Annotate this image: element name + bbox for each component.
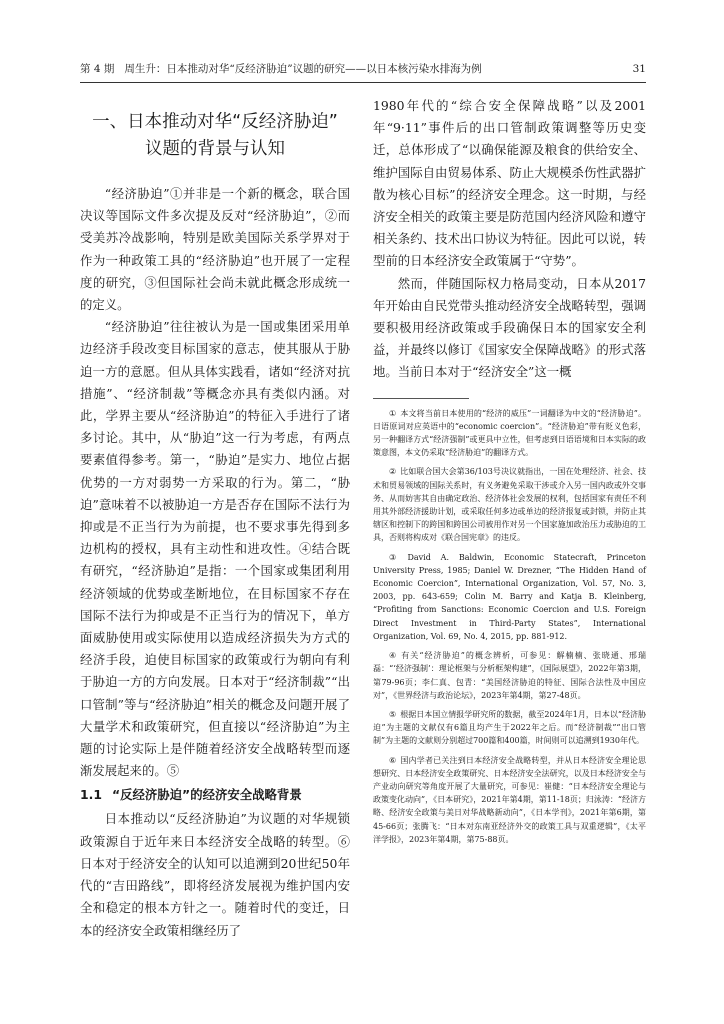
footnote (373, 754, 646, 846)
footnote-text: David A. Baldwin, Economic Statecraft, Princeton University Press, 1985; Daniel W. Drezner, “The Hidden Hand of Economic Coercion”, International Organization, Vol. 57, No. 3, 2003, pp. 643-659; Colin M. Barry and Katja B. Kleinberg, “Profiting from Sanctions: Economic Coercion and U.S. Foreign Direct Investment in Third-Party States”, International Organization, Vol. 69, No. 4, 2015, pp. 881-912. (373, 552, 647, 641)
section-title (80, 109, 350, 163)
footnote-mark: ① (389, 408, 397, 418)
footnote-mark: ④ (389, 651, 398, 661)
subsection-heading (80, 784, 350, 806)
page-number: 31 (632, 63, 646, 75)
footnote-mark: ③ (389, 552, 404, 562)
footnote-text: 有关“经济胁迫”的概念辨析，可参见：解楠楠、张晓通、邢瑞磊：“‘经济强制’：理论框架与分析框架构建”，《国际展望》，2022年第3期，第79-96页；李仁真、包青：“美国经济胁迫的特征、国际合法性及中国应对”，《世界经济与政治论坛》，2023年第4期，第27-48页。 (373, 651, 646, 700)
issue-label: 第 4 期 (80, 63, 115, 75)
footnote-mark: ② (389, 467, 397, 477)
subsection-title: “反经济胁迫”的经济安全战略背景 (111, 787, 302, 803)
left-column (80, 95, 350, 942)
footnote-mark: ⑤ (389, 709, 397, 719)
footnote-text: 比如联合国大会第36/103号决议就指出，一国在处理经济、社会、技术和贸易领域的国际关系时，有义务避免采取干涉或介入另一国内政或外交事务、从而妨害其自由确定政治、经济体社会发展的权利，包括国家有责任不利用其外部经济援助计划，或采取任何多边或单边的经济报复或封锁，并防止其辖区和控制下的跨国和跨国公司被用作对另一个国家施加政治压力或胁迫的工具，否则将构成对《联合国宪章》的违反。 (373, 467, 646, 543)
right-column (373, 95, 646, 852)
section-title-line1: 一、日本推动对华“反经济胁迫” (92, 112, 338, 132)
footnote (373, 551, 646, 643)
footnote-text: 国内学者已关注到日本经济安全战略转型，并从日本经济安全理论思想研究、日本经济安全政策研究、日本经济安全法研究，以及日本经济安全与产业动向研究等角度开展了大量研究，可参见：崔健：“日本经济安全理论与政策变化动向”，《日本研究》，2021年第4期，第11-18页；归泳涛：“经济方略、经济安全政策与美日对华战略新动向”，《日本学刊》，2021年第6期，第45-66页；张腾飞：“日本对东南亚经济外交的政策工具与双重逻辑”，《太平洋学报》，2023年第4期，第75-88页。 (373, 755, 647, 844)
subsection-number: 1.1 (80, 787, 102, 803)
right-paragraph-2: 然而，伴随国际权力格局变动，日本从2017年开始由自民党带头推动经济安全战略转型，强调要积极用经济政策或手段确保日本的国家安全利益，并最终以修订《国家安全保障战略》的形式落地。当前日本对于“经济安全”这一概 (373, 275, 646, 380)
footnote-mark: ⑥ (389, 755, 397, 765)
footnote-text: 根据日本国立情报学研究所的数据，截至2024年1月，日本以“经济胁迫”为主题的文献仅有6篇且均产生于2022年之后。而“经济制裁”“出口管制”为主题的文献则分别超过700篇和400篇，时间则可以追溯到1930年代。 (373, 709, 646, 746)
running-header (80, 62, 646, 76)
footnote (373, 649, 646, 702)
left-paragraph-2: “经济胁迫”往往被认为是一国或集团采用单边经济手段改变目标国家的意志，使其服从于胁迫一方的意愿。但从具体实践看，诸如“经济对抗措施”、“经济制裁”等概念亦具有类似内涵。对此，学界主要从“经济胁迫”的特征入手进行了诸多讨论。其中，从“胁迫”这一行为考虑，有两点要素值得参考。第一，“胁迫”是实力、地位占据优势的一方对弱势一方采取的行为。第二，“胁迫”意味着不以被胁迫一方是否存在国际不法行为抑或是不正当行为为前提，也不要求事先得到多边机构的授权，具有主动性和进攻性。④结合既有研究，“经济胁迫”是指：一个国家或集团利用经济领域的优势或垄断地位，在目标国家不存在国际不法行为抑或是不正当行为的情况下，单方面威胁使用或实际使用以造成经济损失为方式的经济手段，迫使目标国家的政策或行为朝向有利于胁迫一方的方向发展。日本对于“经济制裁”“出口管制”等与“经济胁迫”相关的概念及问题开展了大量学术和政策研究，但直接以“经济胁迫”为主题的讨论实际上是伴随着经济安全战略转型而逐渐发展起来的。⑤ (80, 319, 350, 779)
running-title: 周生升：日本推动对华“反经济胁迫”议题的研究——以日本核污染水排海为例 (124, 63, 482, 75)
footnote-text: 本文将当前日本使用的“经济的威压”一词翻译为中文的“经济胁迫”。日语原词对应英语中的“economic coercion”。“经济胁迫”带有贬义色彩，另一种翻译方式“经济强制”或更具中立性，但考虑到日语语境和日本实际的政策意图，本文仍采取“经济胁迫”的翻译方式。 (373, 408, 646, 458)
header-rule (80, 82, 646, 83)
footnotes (373, 407, 646, 846)
footnote-rule (373, 398, 469, 399)
section-title-line2: 议题的背景与认知 (145, 139, 285, 159)
header-left (80, 62, 482, 76)
footnote (373, 407, 646, 460)
left-paragraph-1: “经济胁迫”①并非是一个新的概念，联合国决议等国际文件多次提及反对“经济胁迫”，②而受美苏冷战影响，特别是欧美国际关系学界对于作为一种政策工具的“经济胁迫”也开展了一定程度的研究，③但国际社会尚未就此概念形成统一的定义。 (80, 186, 350, 313)
footnote (373, 465, 646, 544)
right-paragraph-1: 1980年代的“综合安全保障战略”以及2001年“9·11”事件后的出口管制政策调整等历史变迁，总体形成了“以确保能源及粮食的供给安全、维护国际自由贸易体系、防止大规模杀伤性武器扩散为核心目标”的经济安全理念。这一时期，与经济安全相关的政策主要是防范国内经济风险和遵守相关条约、技术出口协议为特征。因此可以说，转型前的日本经济安全政策属于“守势”。 (373, 98, 646, 269)
footnote (373, 708, 646, 748)
left-paragraph-3: 日本推动以“反经济胁迫”为议题的对华规锁政策源自于近年来日本经济安全战略的转型。⑥日本对于经济安全的认知可以追溯到20世纪50年代的“吉田路线”，即将经济发展视为维护国内安全和稳定的根本方针之一。随着时代的变迁，日本的经济安全政策相继经历了 (80, 811, 350, 938)
